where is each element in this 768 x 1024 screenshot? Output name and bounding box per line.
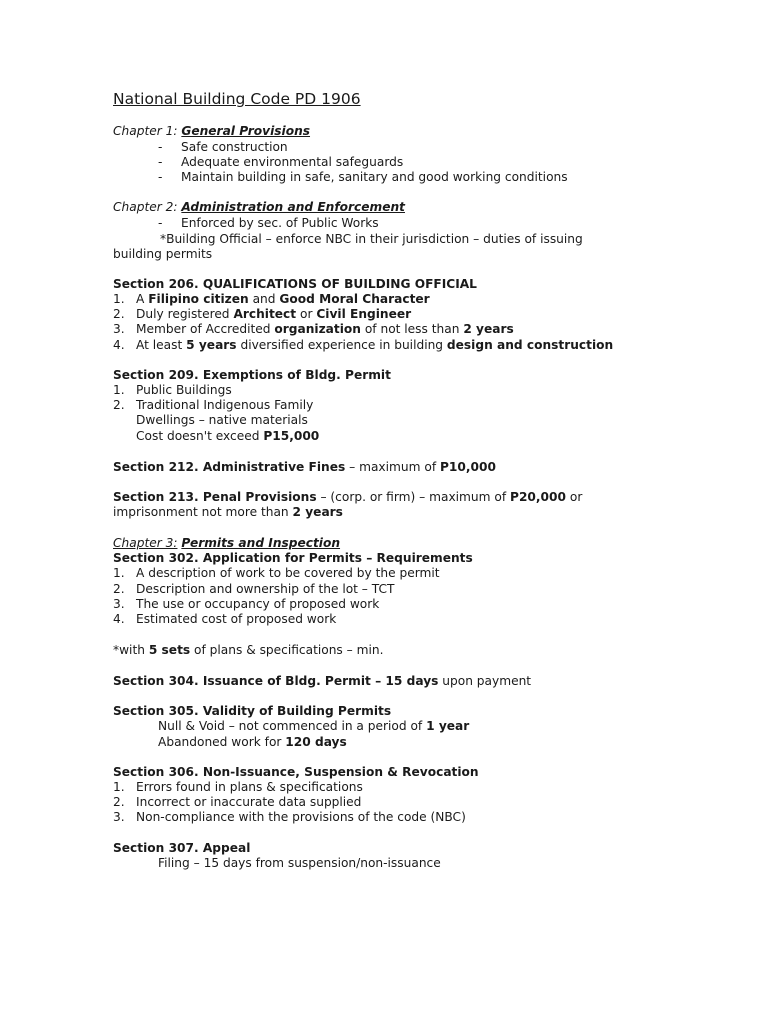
section-212-line: Section 212. Administrative Fines – maximum of P10,000 xyxy=(113,460,496,474)
document-page: National Building Code PD 1906 Chapter 1: General Provisions - Safe construction - Adequate environmental safeguards - Maintain building in safe, sanitary and good working conditions Chapter 2: Administration and Enforcement - Enforced by sec. of Public Works *Building Official – enforce NBC in their jurisdiction – duties of issuing building permits Section 206. QUALIFICATIONS OF BUILDING OFFICIAL 1. A Filipino citizen and Good Moral Character 2. Duly registered Architect or Civil Engineer 3. Member of Accredited organization of not less than 2 years 4. At least 5 years diversified experience in building design and construction Section 209. Exemptions of Bldg. Permit 1. Public Buildings 2. Traditional Indigenous Family Dwellings – native materials Cost doesn't exceed P15,000 Section 212. Administrative Fines – maximum of P10,000 Section 213. Penal Provisions – (corp. or firm) – maximum of P20,000 or imprisonment not more than 2 years Chapter 3: Permits and Inspection Section 302. Application for Permits – Requirements 1. A description of work to be covered by the permit 2. Description and ownership of the lot – TCT 3. The use or occupancy of proposed work 4. Estimated cost of proposed work *with 5 sets of plans & specifications – min. Section 304. Issuance of Bldg. Permit – 15 days upon payment Section 305. Validity of Building Permits Null & Void – not commenced in a period of 1 year Abandoned work for 120 days Section 306. Non-Issuance, Suspension & Revocation 1. Errors found in plans & specifications 2. Incorrect or inaccurate data supplied 3. Non-compliance with the provisions of the code (NBC) Section 307. Appeal Filing – 15 days from suspension/non-issuance xyxy=(113,90,614,870)
chapter-2-note: *Building Official – enforce NBC in their jurisdiction – duties of issuing xyxy=(160,232,583,246)
chapter-3-heading: Chapter 3: Permits and Inspection xyxy=(113,536,341,550)
section-306-heading: Section 306. Non-Issuance, Suspension & Revocation xyxy=(113,765,479,779)
section-213-line-cont: imprisonment not more than 2 years xyxy=(113,505,343,519)
section-305-line: Abandoned work for 120 days xyxy=(158,735,347,749)
section-302-note: *with 5 sets of plans & specifications – min. xyxy=(113,643,384,657)
section-305-line: Null & Void – not commenced in a period of 1 year xyxy=(158,719,470,733)
section-206-heading: Section 206. QUALIFICATIONS OF BUILDING OFFICIAL xyxy=(113,277,477,291)
section-302-heading: Section 302. Application for Permits – Requirements xyxy=(113,551,473,565)
document-title: National Building Code PD 1906 xyxy=(113,90,361,108)
chapter-1-heading: Chapter 1: General Provisions xyxy=(113,124,311,138)
list-subitem: Dwellings – native materials xyxy=(136,413,308,427)
chapter-2-heading: Chapter 2: Administration and Enforcement xyxy=(113,200,405,214)
section-307-line: Filing – 15 days from suspension/non-issuance xyxy=(158,856,441,870)
section-304-line: Section 304. Issuance of Bldg. Permit – 15 days upon payment xyxy=(113,674,532,688)
section-209-heading: Section 209. Exemptions of Bldg. Permit xyxy=(113,368,391,382)
list-subitem: Cost doesn't exceed P15,000 xyxy=(136,429,320,443)
section-305-heading: Section 305. Validity of Building Permits xyxy=(113,704,392,718)
chapter-2-note-cont: building permits xyxy=(113,247,213,261)
section-213-line: Section 213. Penal Provisions – (corp. or firm) – maximum of P20,000 or xyxy=(113,490,583,504)
section-307-heading: Section 307. Appeal xyxy=(113,841,251,855)
